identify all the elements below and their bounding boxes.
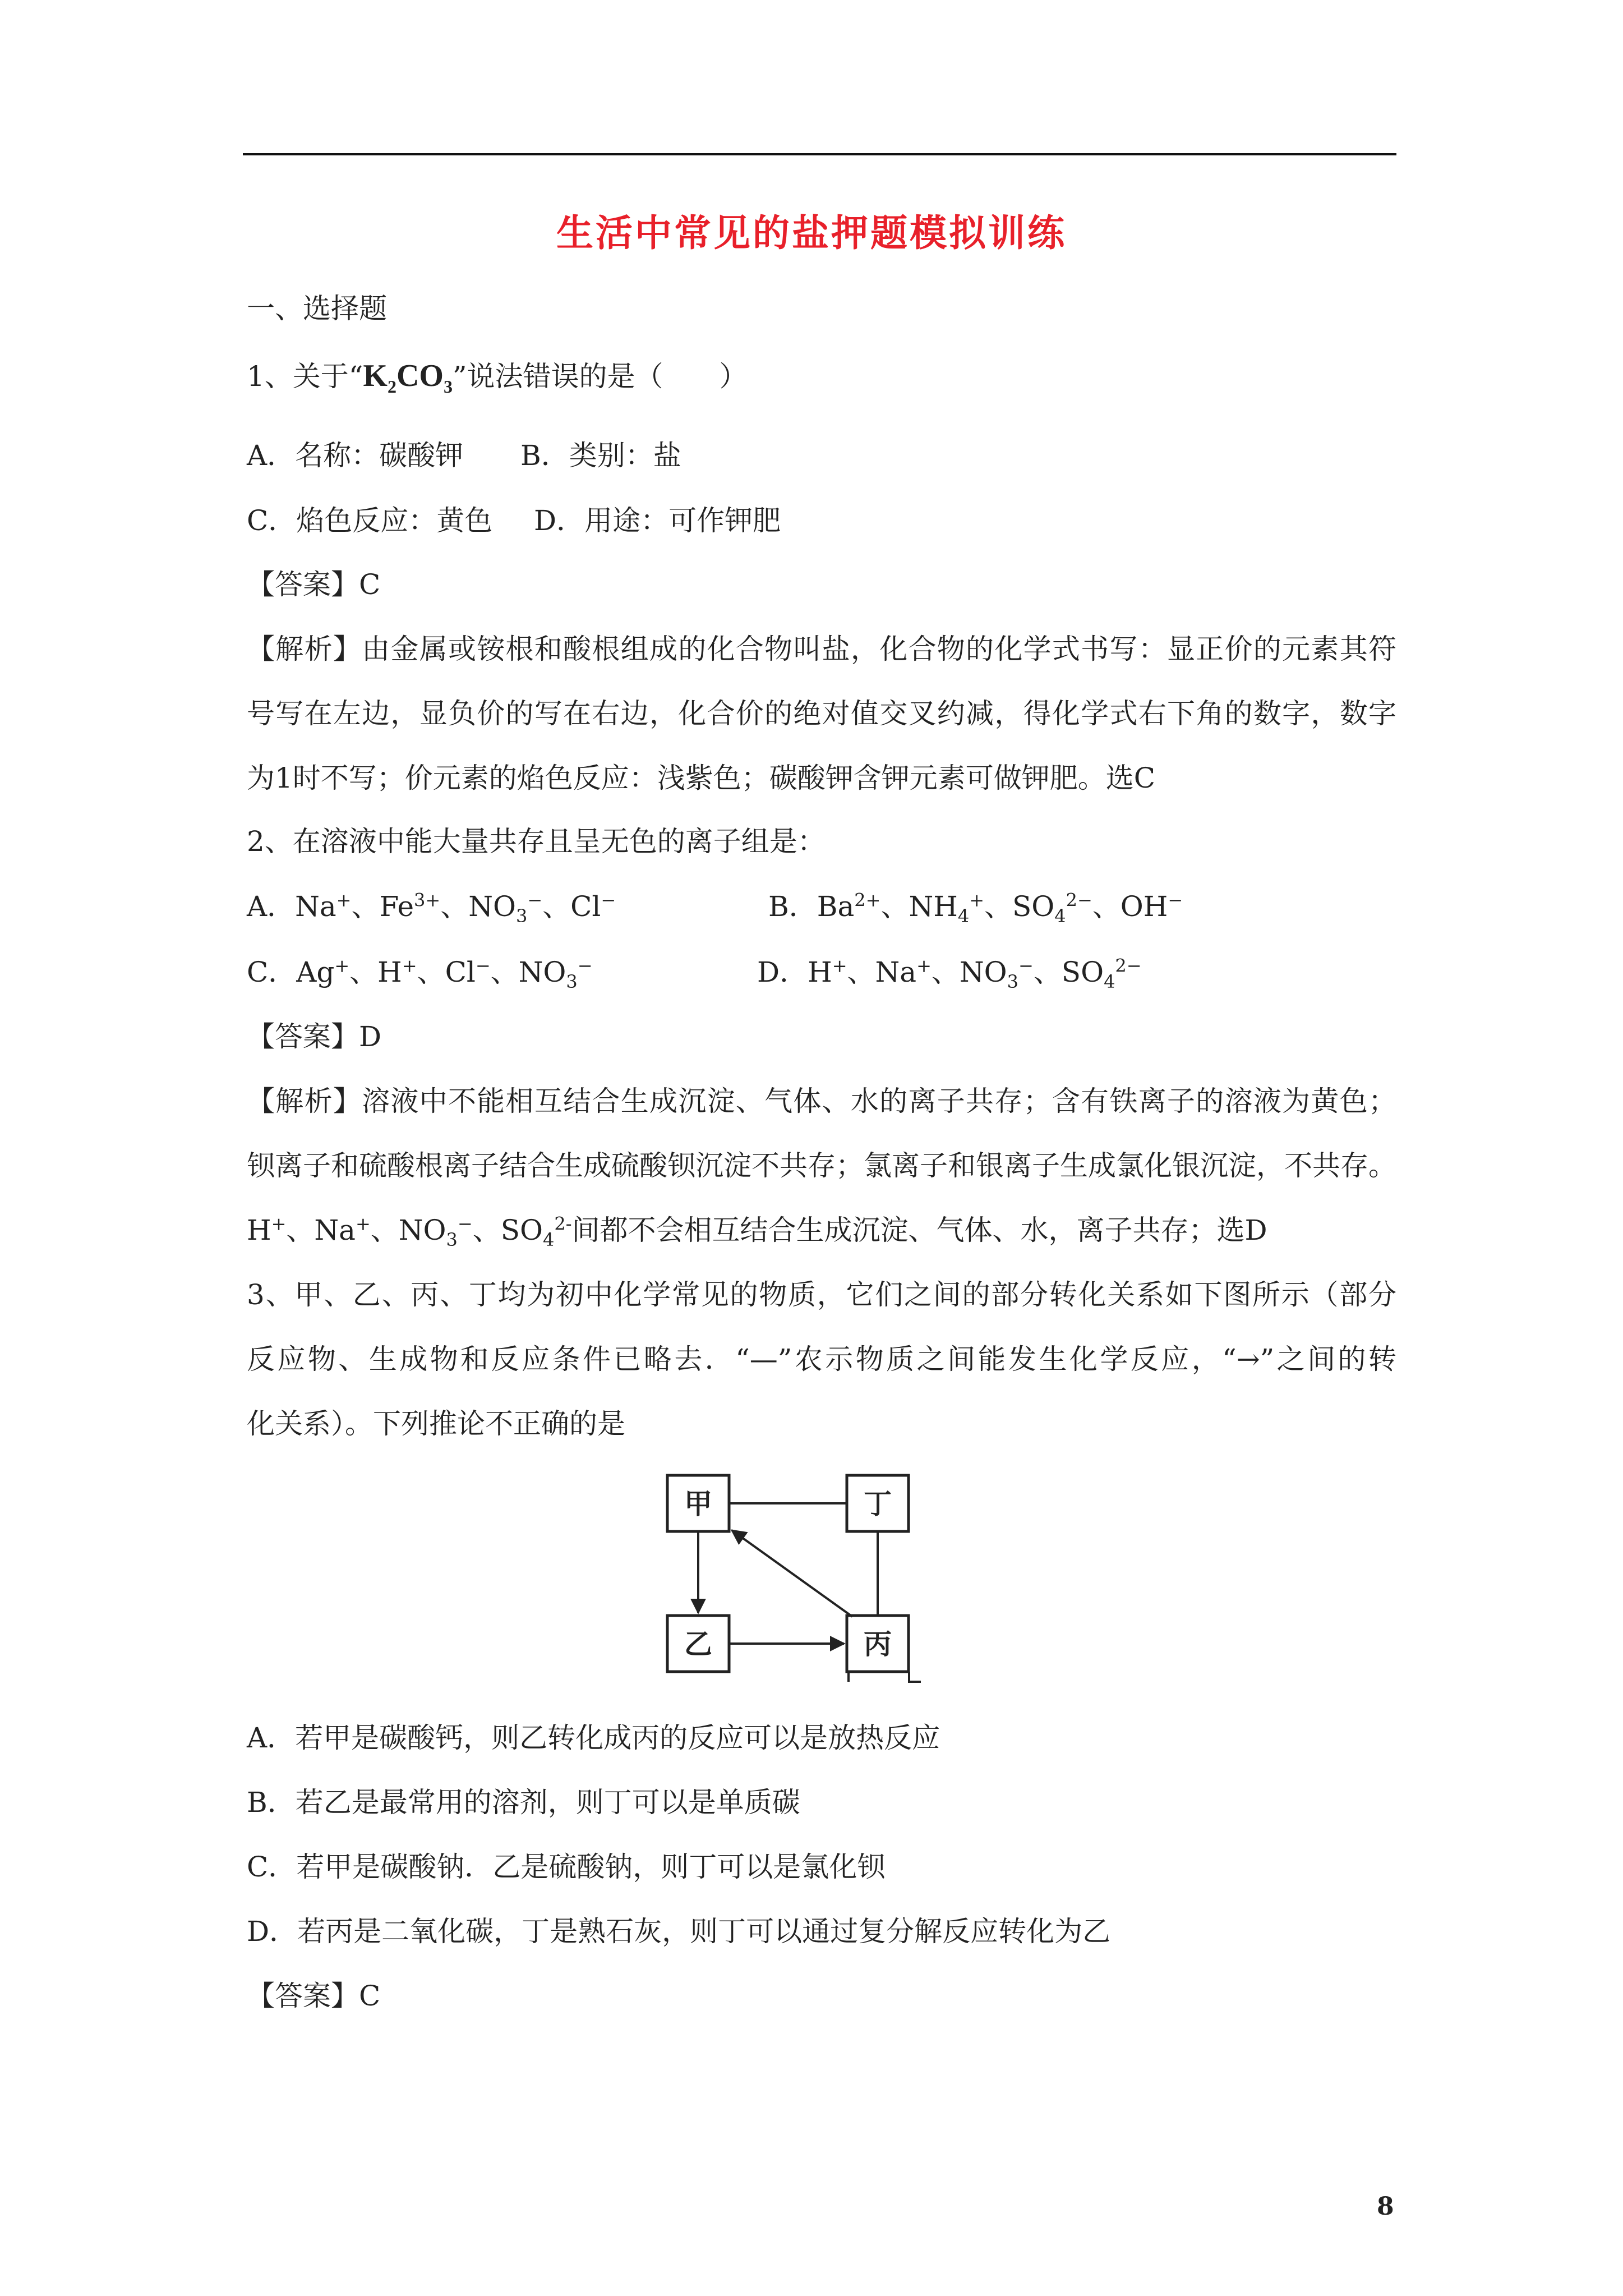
ion-text: D．H	[757, 956, 832, 988]
ion-text: 、OH	[1092, 890, 1168, 923]
ion-subscript: 4	[1104, 971, 1115, 992]
q3-option-a: A．若甲是碳酸钙，则乙转化成丙的反应可以是放热反应	[247, 1722, 940, 1754]
formula-k: K	[363, 358, 388, 393]
ion-text: 、SO	[472, 1214, 543, 1246]
q1-analysis-line-1: 【解析】由金属或铵根和酸根组成的化合物叫盐，化合物的化学式书写：显正价的元素其符	[247, 633, 1396, 665]
ion-subscript: 3	[515, 905, 528, 927]
ion-charge: +	[271, 1213, 287, 1235]
ion-text: 、NO	[370, 1214, 446, 1246]
q1-analysis-line-3: 为1时不写；价元素的焰色反应：浅紫色；碳酸钾含钾元素可做钾肥。选C	[247, 762, 1156, 794]
section-heading: 一、选择题	[247, 292, 387, 325]
label-bing: 丙	[864, 1628, 892, 1660]
ion-charge: 2−	[1066, 889, 1092, 911]
analysis-tail: 间都不会相互结合生成沉淀、气体、水，离子共存；选D	[571, 1214, 1267, 1246]
ion-subscript: 3	[446, 1229, 458, 1250]
q2-option-c	[247, 955, 593, 992]
ion-subscript: 4	[957, 905, 970, 927]
q1-answer: 【答案】C	[247, 568, 381, 601]
ion-charge: +	[336, 889, 352, 911]
ion-charge: −	[601, 889, 616, 911]
ion-charge: +	[334, 955, 350, 977]
q2-option-a	[247, 889, 616, 927]
ion-text: A．Na	[247, 890, 336, 923]
q2-analysis-line-1: 【解析】溶液中不能相互结合生成沉淀、气体、水的离子共存；含有铁离子的溶液为黄色；	[247, 1085, 1396, 1117]
ion-charge: −	[1168, 889, 1183, 911]
q2-option-b	[768, 889, 1183, 927]
q3-answer: 【答案】C	[247, 1980, 381, 2012]
label-jia: 甲	[684, 1488, 712, 1520]
formula-sub-2: 2	[387, 376, 396, 397]
ion-text: 、NH	[880, 890, 958, 923]
ion-text: H	[247, 1214, 271, 1246]
q1-stem-post: ”说法错误的是（ ）	[452, 360, 748, 393]
ion-text: 、H	[349, 956, 402, 988]
q3-option-b: B．若乙是最常用的溶剂，则丁可以是单质碳	[247, 1786, 800, 1819]
ion-text: 、SO	[984, 890, 1055, 923]
ion-subscript: 3	[1007, 971, 1018, 992]
q3-option-d: D．若丙是二氧化碳，丁是熟石灰，则丁可以通过复分解反应转化为乙	[247, 1915, 1111, 1948]
q1-option-d: D．用途：可作钾肥	[534, 504, 781, 537]
q2-analysis-line-3	[247, 1213, 1267, 1250]
arrow-bing-to-jia	[732, 1530, 852, 1617]
q3-stem-line-2: 反应物、生成物和反应条件已略去．“—”农示物质之间能发生化学反应，“→”之间的转	[247, 1343, 1396, 1375]
ion-charge: 2-	[554, 1213, 572, 1235]
scan-artifact-mark	[849, 1672, 921, 1682]
ion-charge: −	[577, 955, 593, 977]
ion-text: C．Ag	[247, 956, 335, 988]
label-ding: 丁	[864, 1488, 892, 1520]
ion-text: 、Cl	[417, 956, 476, 988]
formula-sub-3: 3	[443, 376, 453, 397]
q1-formula	[363, 358, 453, 397]
q1-stem-pre: 1、关于“	[247, 360, 363, 393]
page-number: 8	[1377, 2192, 1394, 2221]
ion-text: 、SO	[1033, 956, 1104, 988]
label-yi: 乙	[684, 1628, 712, 1660]
q3-option-c: C．若甲是碳酸钠．乙是硫酸钠，则丁可以是氯化钡	[247, 1851, 886, 1883]
formula-co: CO	[396, 358, 444, 393]
ion-text: 、Cl	[542, 890, 601, 923]
q3-stem-line-3: 化关系）。下列推论不正确的是	[247, 1407, 625, 1440]
q1-option-a: A．名称：碳酸钾	[247, 439, 464, 472]
q2-stem: 2、在溶液中能大量共存且呈无色的离子组是：	[247, 825, 826, 858]
q2-analysis-line-2: 钡离子和硫酸根离子结合生成硫酸钡沉淀不共存；氯离子和银离子生成氯化银沉淀，不共存。	[247, 1149, 1396, 1182]
page-title: 生活中常见的盐押题模拟训练	[556, 211, 1067, 255]
ion-charge: +	[916, 955, 932, 977]
q1-option-b: B．类别：盐	[520, 439, 681, 472]
ion-text: 、Na	[286, 1214, 356, 1246]
ion-text: 、NO	[490, 956, 566, 988]
ion-text: 、NO	[440, 890, 516, 923]
q1-analysis-line-2: 号写在左边，显负价的写在右边，化合价的绝对值交叉约减，得化学式右下角的数字，数字	[247, 697, 1396, 730]
ion-charge: 2+	[854, 889, 881, 911]
ion-charge: 2−	[1115, 955, 1142, 977]
q1-stem	[247, 358, 748, 397]
ion-subscript: 3	[566, 971, 578, 992]
q1-option-c: C．焰色反应：黄色	[247, 504, 493, 537]
ion-charge: −	[475, 955, 491, 977]
ion-subscript: 4	[1054, 905, 1066, 927]
ion-charge: 3+	[414, 889, 441, 911]
ion-text: B．Ba	[768, 890, 855, 923]
ion-charge: +	[969, 889, 984, 911]
relation-diagram	[662, 1470, 931, 1683]
ion-charge: +	[832, 955, 847, 977]
ion-charge: +	[402, 955, 417, 977]
header-rule	[243, 153, 1396, 155]
ion-charge: −	[1018, 955, 1034, 977]
ion-text: 、NO	[931, 956, 1007, 988]
ion-subscript: 4	[542, 1229, 555, 1250]
ion-charge: −	[457, 1213, 473, 1235]
q3-stem-line-1: 3、甲、乙、丙、丁均为初中化学常见的物质，它们之间的部分转化关系如下图所示（部分	[247, 1278, 1396, 1311]
ion-charge: −	[527, 889, 543, 911]
ion-text: 、Fe	[351, 890, 414, 923]
q2-option-d	[757, 955, 1142, 992]
ion-charge: +	[355, 1213, 371, 1235]
q2-answer: 【答案】D	[247, 1020, 382, 1053]
ion-text: 、Na	[847, 956, 917, 988]
